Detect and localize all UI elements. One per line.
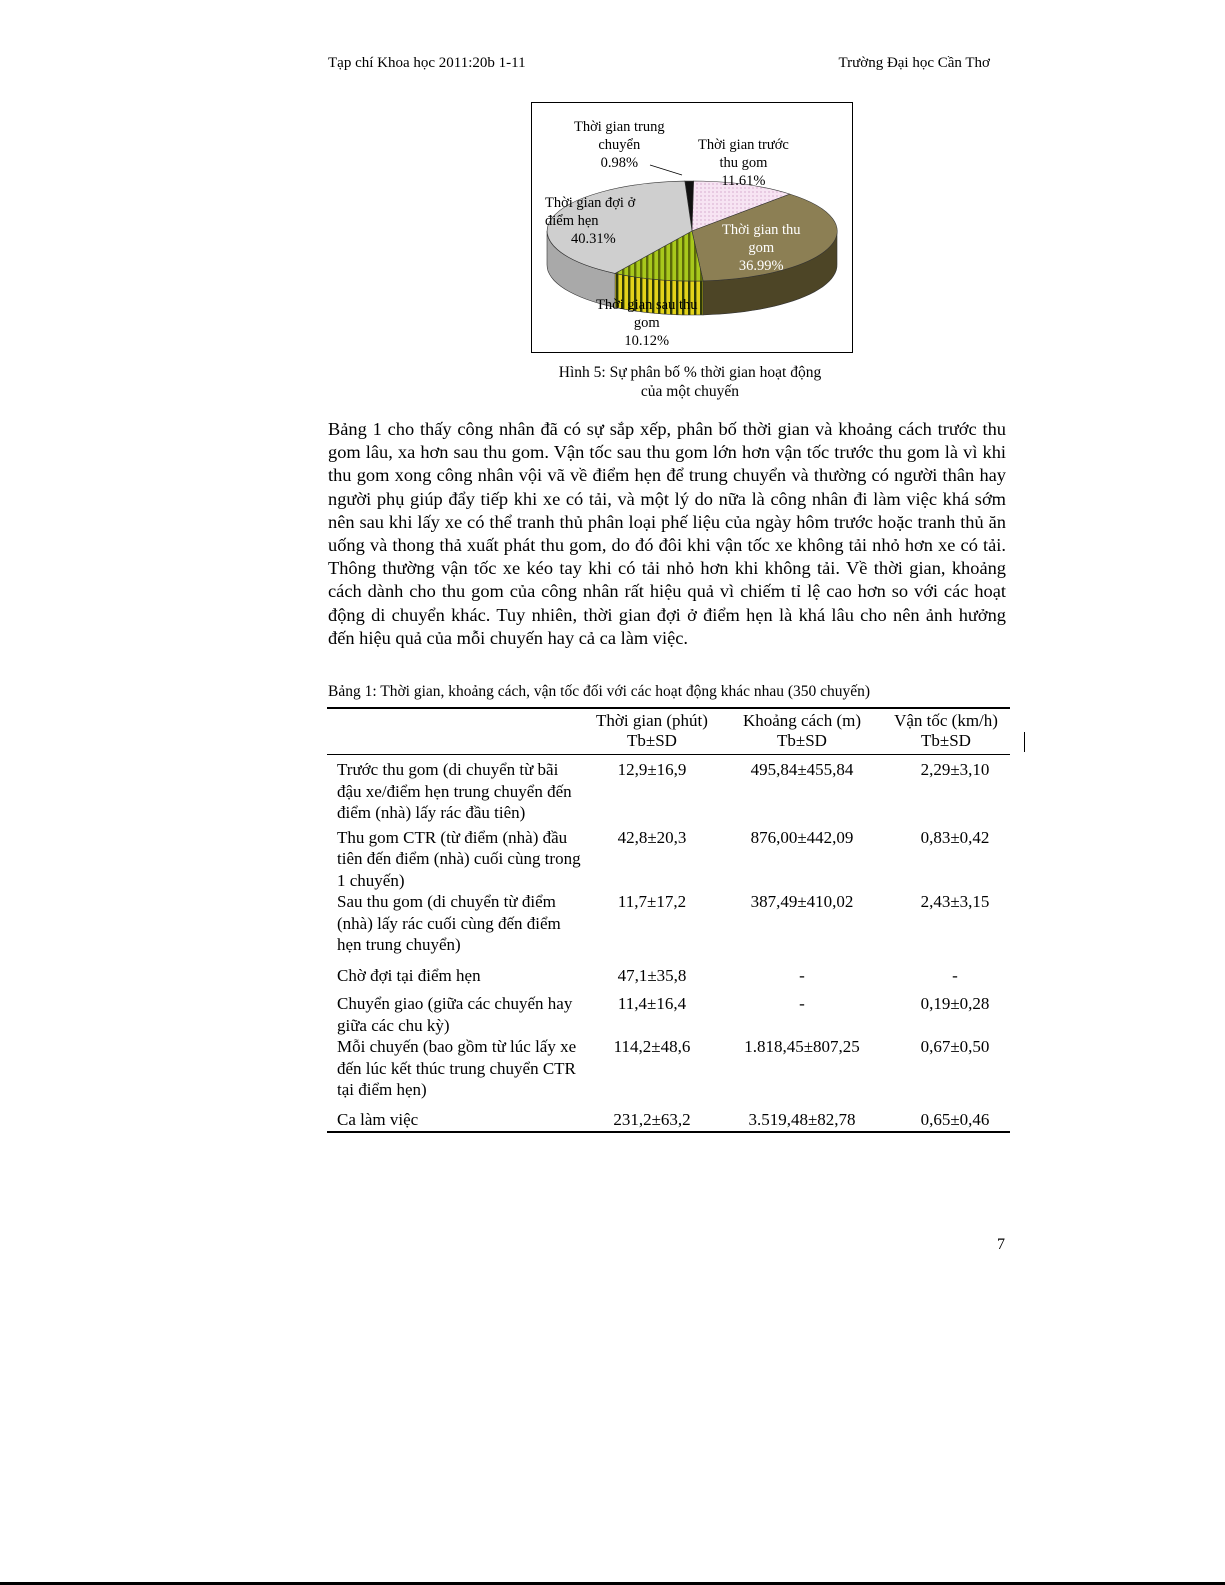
time-value: 114,2±48,6 xyxy=(613,1037,691,1056)
body-paragraph: Bảng 1 cho thấy công nhân đã có sự sắp xếp, phân bố thời gian và khoảng cách trước thu gom lâu, xa hơn sau thu gom. Vận tốc sau thu gom lớn hơn vận tốc trước thu gom là vì khi thu gom xong công nhân vội vã về điểm hẹn để trung chuyển và thường có người thân hay người phụ giúp đẩy tiếp khi xe có tải, và một lý do nữa là công nhân đi làm việc khá sớm nên sau khi lấy xe có thể tranh thủ phân loại phế liệu của ngày hôm trước hoặc tranh thủ ăn uống và thong thả xuất phát thu gom, do đó đôi khi vận tốc xe không tải nhỏ hơn xe có tải. Thông thường vận tốc xe kéo tay khi có tải nhỏ hơn khi không tải. Về thời gian, khoảng cách dành cho thu gom của công nhân rất hiệu quả vì chiếm tỉ lệ cao hơn so với các hoạt động di chuyển khác. Tuy nhiên, thời gian đợi ở điểm hẹn là khá lâu cho nên ảnh hưởng đến hiệu quả của mỗi chuyến hay cả ca làm việc. xyxy=(328,419,1006,648)
slice-label-transfer: Thời gian trung chuyển 0.98% xyxy=(574,119,665,171)
row-label: Trước thu gom (di chuyển từ bãi đậu xe/điểm hẹn trung chuyển đến điểm (nhà) lấy rác đầu tiên) xyxy=(337,760,572,822)
time-value: 11,4±16,4 xyxy=(617,994,687,1013)
time-value: 47,1±35,8 xyxy=(617,965,687,985)
header-speed: Vận tốc (km/h) Tb±SD xyxy=(894,711,998,750)
time-value: 42,8±20,3 xyxy=(617,827,687,847)
table-row xyxy=(327,824,1010,892)
slice-label-after-collection: Thời gian sau thu gom 10.12% xyxy=(596,297,698,349)
speed-value: - xyxy=(952,965,958,985)
table-row xyxy=(327,956,1010,994)
table-header-row xyxy=(327,708,1010,755)
speed-value: 0,67±0,50 xyxy=(920,1037,990,1056)
table-row xyxy=(327,1036,1010,1101)
row-label: Sau thu gom (di chuyển từ điểm (nhà) lấy rác cuối cùng đến điểm hẹn trung chuyển) xyxy=(337,892,561,954)
row-label: Ca làm việc xyxy=(337,1109,419,1129)
figure-caption: Hình 5: Sự phân bố % thời gian hoạt động của một chuyến xyxy=(558,364,822,400)
distance-value: - xyxy=(799,965,805,985)
university-header: Trường Đại học Cần Thơ xyxy=(838,55,990,71)
distance-value: 387,49±410,02 xyxy=(750,892,854,911)
distance-value: - xyxy=(799,994,805,1013)
distance-value: 495,84±455,84 xyxy=(750,760,854,779)
table-row xyxy=(327,993,1010,1036)
speed-value: 0,19±0,28 xyxy=(920,994,990,1013)
table-row xyxy=(327,1101,1010,1133)
text-cursor xyxy=(1024,732,1025,752)
time-value: 11,7±17,2 xyxy=(617,892,687,911)
slice-label-before-collection: Thời gian trước thu gom 11.61% xyxy=(698,137,789,189)
table-title: Bảng 1: Thời gian, khoảng cách, vận tốc đối với các hoạt động khác nhau (350 chuyến) xyxy=(328,683,871,700)
header-distance: Khoảng cách (m) Tb±SD xyxy=(742,711,861,750)
distance-value: 1.818,45±807,25 xyxy=(744,1037,860,1056)
speed-value: 2,29±3,10 xyxy=(920,760,990,779)
table-row xyxy=(327,755,1010,824)
distance-value: 876,00±442,09 xyxy=(750,827,854,847)
page-number: 7 xyxy=(997,1236,1005,1253)
speed-value: 2,43±3,15 xyxy=(920,892,990,911)
speed-value: 0,83±0,42 xyxy=(920,827,990,847)
row-label: Chờ đợi tại điểm hẹn xyxy=(337,965,481,985)
slice-label-collection: Thời gian thu gom 36.99% xyxy=(722,222,801,274)
row-label: Chuyển giao (giữa các chuyến hay giữa các chu kỳ) xyxy=(337,994,573,1035)
slice-label-waiting: Thời gian đợi ở điểm hẹn 40.31% xyxy=(545,195,636,247)
speed-value: 0,65±0,46 xyxy=(920,1109,990,1129)
row-label: Mỗi chuyến (bao gồm từ lúc lấy xe đến lúc kết thúc trung chuyển CTR tại điểm hẹn) xyxy=(337,1037,577,1099)
data-table xyxy=(327,707,1010,1133)
header-empty xyxy=(327,708,582,755)
row-label: Thu gom CTR (từ điểm (nhà) đầu tiên đến điểm (nhà) cuối cùng trong 1 chuyến) xyxy=(337,827,581,890)
pie-chart-figure xyxy=(531,102,853,353)
time-value: 231,2±63,2 xyxy=(613,1109,691,1129)
table-row xyxy=(327,891,1010,956)
distance-value: 3.519,48±82,78 xyxy=(748,1109,856,1129)
header-time: Thời gian (phút) Tb±SD xyxy=(596,711,708,750)
time-value: 12,9±16,9 xyxy=(617,760,687,779)
journal-header: Tạp chí Khoa học 2011:20b 1-11 xyxy=(328,55,526,71)
